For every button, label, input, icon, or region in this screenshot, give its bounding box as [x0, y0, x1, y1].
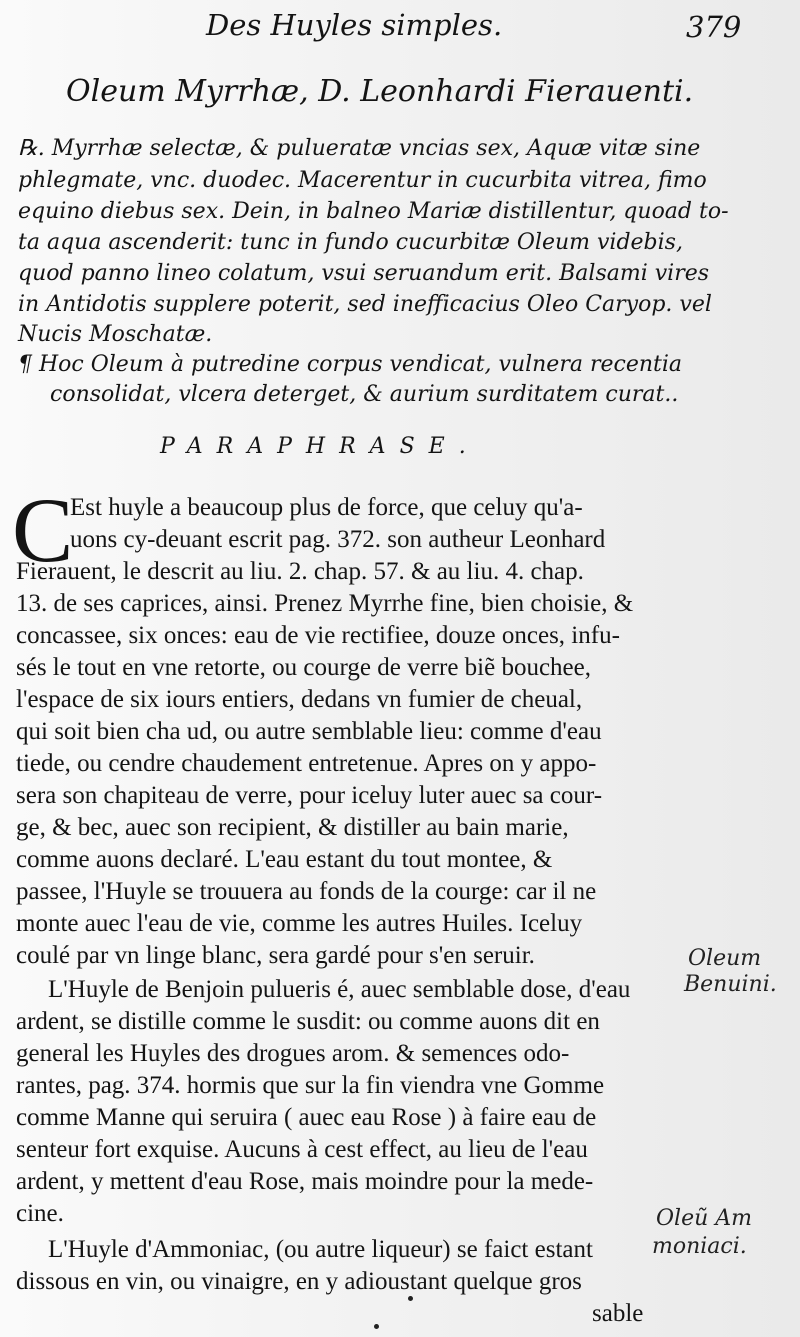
recipe-line: equino diebus sex. Dein, in balneo Mariæ distillentur, quoad to-: [18, 199, 729, 224]
running-header-title: Des Huyles simples.: [206, 8, 503, 42]
paraphrase-line: passee, l'Huyle se trouuera au fonds de la courge: car il ne: [16, 878, 597, 905]
benjoin-line: L'Huyle de Benjoin pulueris é, auec semblable dose, d'eau: [48, 976, 631, 1003]
recipe-line: Nucis Moschatæ.: [18, 322, 213, 347]
virtue-line: ¶ Hoc Oleum à putredine corpus vendicat, vulnera recentia: [18, 352, 682, 377]
recipe-title: Oleum Myrrhæ, D. Leonhardi Fierauenti.: [66, 74, 694, 109]
benjoin-line: comme Manne qui seruira ( auec eau Rose ) à faire eau de: [16, 1104, 597, 1131]
paraphrase-line: 13. de ses caprices, ainsi. Prenez Myrrhe fine, bien choisie, &: [16, 590, 634, 617]
margin-note-ammoniac-2: moniaci.: [652, 1234, 747, 1259]
benjoin-line: ardent, se distille comme le susdit: ou comme auons dit en: [16, 1008, 600, 1035]
margin-note-benjoin-2: Benuini.: [684, 972, 777, 997]
ammoniac-line: sable: [592, 1300, 644, 1327]
ornament-dot: [408, 1296, 413, 1301]
paraphrase-line: Est huyle a beaucoup plus de force, que celuy qu'a-: [70, 494, 583, 521]
benjoin-line: ardent, y mettent d'eau Rose, mais moindre pour la mede-: [16, 1168, 594, 1195]
benjoin-line: senteur fort exquise. Aucuns à cest effect, au lieu de l'eau: [16, 1136, 588, 1163]
paraphrase-line: qui soit bien cha ud, ou autre semblable lieu: comme d'eau: [16, 718, 602, 745]
benjoin-line: cine.: [16, 1200, 64, 1227]
ammoniac-line: L'Huyle d'Ammoniac, (ou autre liqueur) se faict estant: [48, 1236, 593, 1263]
drop-cap: C: [12, 479, 74, 581]
benjoin-line: general les Huyles des drogues arom. & semences odo-: [16, 1040, 570, 1067]
paraphrase-heading: PARAPHRASE.: [160, 434, 480, 459]
paraphrase-line: ge, & bec, auec son recipient, & distiller au bain marie,: [16, 814, 569, 841]
paraphrase-line: comme auons declaré. L'eau estant du tout montee, &: [16, 846, 553, 873]
page-number: 379: [686, 10, 742, 44]
ammoniac-line: dissous en vin, ou vinaigre, en y adioustant quelque gros: [16, 1268, 582, 1295]
recipe-line: ta aqua ascenderit: tunc in fundo cucurbitæ Oleum videbis,: [18, 230, 683, 255]
ornament-dot: [374, 1324, 379, 1329]
recipe-line: ℞. Myrrhæ selectæ, & pulueratæ vncias sex, Aquæ vitæ sine: [18, 136, 701, 161]
benjoin-line: rantes, pag. 374. hormis que sur la fin viendra vne Gomme: [16, 1072, 605, 1099]
recipe-line: phlegmate, vnc. duodec. Macerentur in cucurbita vitrea, fimo: [18, 168, 707, 193]
paraphrase-line: l'espace de six iours entiers, dedans vn fumier de cheual,: [16, 686, 583, 713]
paraphrase-line: monte auec l'eau de vie, comme les autres Huiles. Iceluy: [16, 910, 583, 937]
margin-note-benjoin-1: Oleum: [688, 946, 762, 971]
paraphrase-line: coulé par vn linge blanc, sera gardé pour s'en seruir.: [16, 942, 535, 969]
recipe-line: quod panno lineo colatum, vsui seruandum erit. Balsami vires: [18, 261, 710, 286]
paraphrase-line: Fierauent, le descrit au liu. 2. chap. 57. & au liu. 4. chap.: [16, 558, 584, 585]
paraphrase-line: tiede, ou cendre chaudement entretenue. Apres on y appo-: [16, 750, 597, 777]
virtue-line: consolidat, vlcera deterget, & aurium surditatem curat..: [50, 382, 679, 407]
margin-note-ammoniac-1: Oleũ Am: [656, 1206, 753, 1231]
recipe-line: in Antidotis supplere poterit, sed inefficacius Oleo Caryop. vel: [18, 292, 712, 317]
paraphrase-line: concassee, six onces: eau de vie rectifiee, douze onces, infu-: [16, 622, 620, 649]
paraphrase-line: sés le tout en vne retorte, ou courge de verre biẽ bouchee,: [16, 654, 591, 681]
paraphrase-line: uons cy-deuant escrit pag. 372. son autheur Leonhard: [70, 526, 606, 553]
paraphrase-line: sera son chapiteau de verre, pour iceluy luter auec sa cour-: [16, 782, 603, 809]
